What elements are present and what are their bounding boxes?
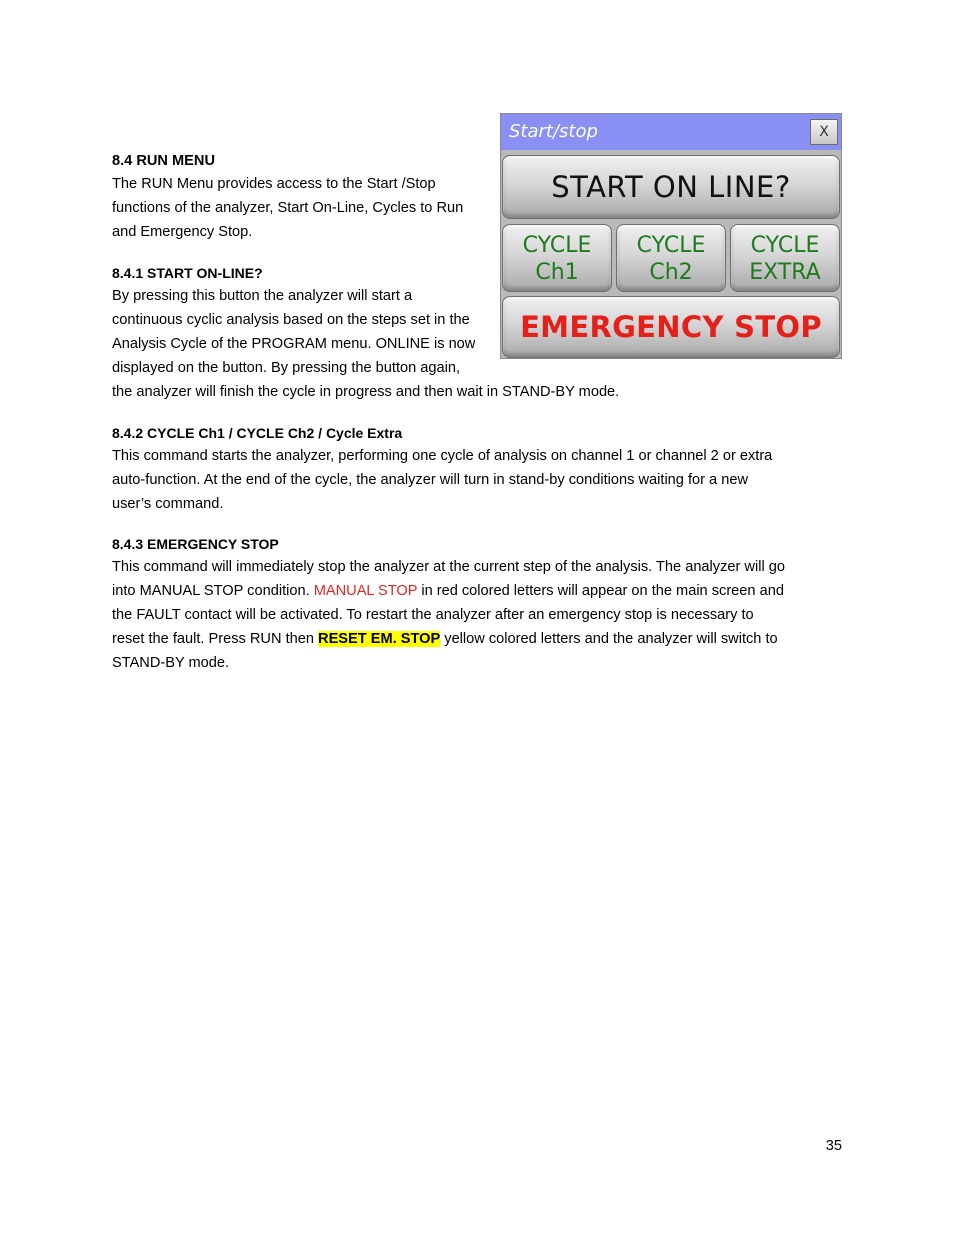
page-number: 35 [825, 1138, 842, 1154]
section-emergency-stop [112, 533, 842, 675]
emergency-stop-button[interactable]: EMERGENCY STOP [502, 296, 840, 358]
cycle-ch2-button[interactable] [616, 224, 726, 292]
paragraph-line: continuous cyclic analysis based on the steps set in the [112, 312, 470, 328]
paragraph-line: auto-function. At the end of the cycle, the analyzer will turn in stand-by conditions waiting for a new [112, 472, 748, 488]
button-label-line: CYCLE [750, 233, 820, 258]
button-label-line: Ch1 [535, 260, 579, 285]
section-heading: 8.4 RUN MENU [112, 153, 215, 169]
paragraph-line: This command will immediately stop the analyzer at the current step of the analysis. The analyzer will go [112, 559, 785, 575]
text-run: in red colored letters will appear on the main screen and [417, 583, 784, 599]
paragraph-line: the analyzer will finish the cycle in progress and then wait in STAND-BY mode. [112, 384, 620, 400]
text-run: yellow colored letters and the analyzer will switch to [440, 631, 778, 647]
paragraph-line: By pressing this button the analyzer will start a [112, 288, 413, 304]
paragraph-line: the FAULT contact will be activated. To restart the analyzer after an emergency stop is necessary to [112, 607, 754, 623]
reset-em-stop-highlight: RESET EM. STOP [318, 631, 441, 647]
button-label-line: Ch2 [649, 260, 693, 285]
paragraph-line: functions of the analyzer, Start On-Line, Cycles to Run [112, 200, 464, 216]
section-cycle [112, 422, 842, 516]
cycle-extra-button[interactable] [730, 224, 840, 292]
button-label-line: CYCLE [522, 233, 592, 258]
manual-stop-text: MANUAL STOP [313, 583, 418, 599]
text-run: into MANUAL STOP condition. [112, 583, 314, 599]
paragraph-line: The RUN Menu provides access to the Start /Stop [112, 176, 436, 192]
paragraph-line: and Emergency Stop. [112, 224, 253, 240]
button-label-line: EXTRA [749, 260, 821, 285]
paragraph-line [112, 579, 842, 603]
section-heading: 8.4.1 START ON-LINE? [112, 265, 263, 281]
section-run-menu [112, 150, 497, 244]
paragraph-line: user’s command. [112, 496, 224, 512]
section-heading: 8.4.2 CYCLE Ch1 / CYCLE Ch2 / Cycle Extra [112, 425, 403, 441]
paragraph-line [112, 627, 842, 651]
paragraph-line: STAND-BY mode. [112, 655, 230, 671]
start-online-button[interactable]: START ON LINE? [502, 155, 840, 219]
paragraph-line: displayed on the button. By pressing the button again, [112, 360, 461, 376]
paragraph-line: Analysis Cycle of the PROGRAM menu. ONLINE is now [112, 336, 476, 352]
panel-titlebar [501, 114, 841, 150]
start-stop-panel [500, 113, 842, 359]
paragraph-line: This command starts the analyzer, performing one cycle of analysis on channel 1 or channel 2 or extra [112, 448, 773, 464]
text-run: reset the fault. Press RUN then [112, 631, 319, 647]
close-button[interactable]: X [810, 119, 838, 145]
panel-title: Start/stop [509, 121, 598, 142]
section-heading: 8.4.3 EMERGENCY STOP [112, 536, 279, 552]
cycle-ch1-button[interactable] [502, 224, 612, 292]
button-label-line: CYCLE [636, 233, 706, 258]
